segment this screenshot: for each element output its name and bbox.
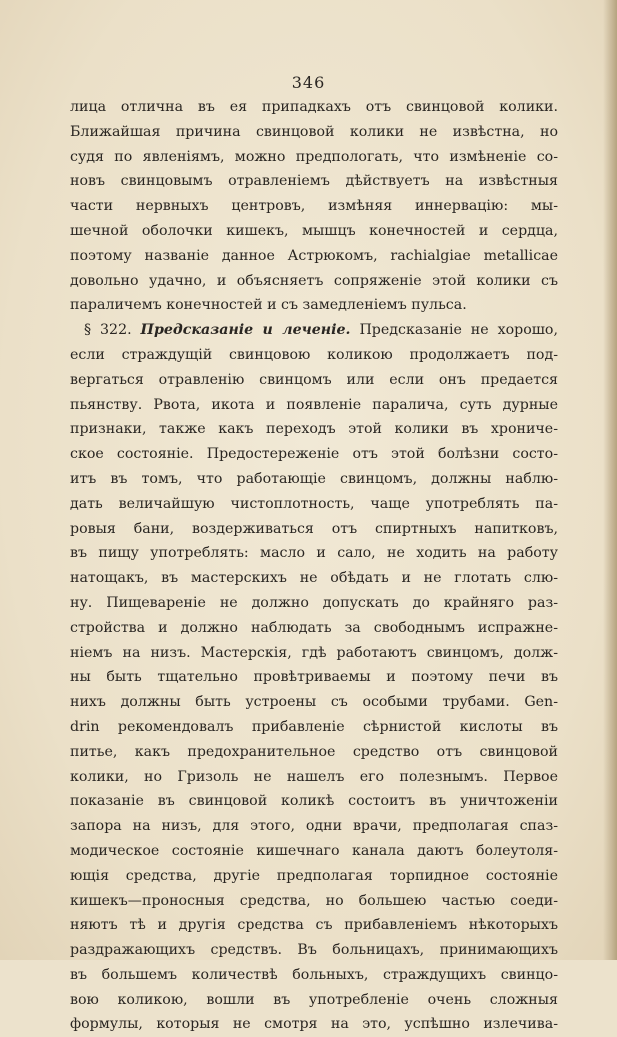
text-line: въ большемъ количествѣ больныхъ, страждущихъ свинцо- <box>70 966 558 983</box>
text-line: модическое состояніе кишечнаго канала даютъ болеутоля- <box>70 842 558 859</box>
body-text <box>70 95 558 1037</box>
text-line: ское состояніе. Предостереженіе отъ этой болѣзни состо- <box>70 446 558 463</box>
text-line: Ближайшая причина свинцовой колики не извѣстна, но <box>70 123 558 140</box>
section-title: Предсказаніе и леченіе. <box>140 322 351 339</box>
text-line: дать величайшую чистоплотность, чаще употреблять па- <box>70 495 558 512</box>
text-line: вою коликою, вошли въ употребленіе очень сложныя <box>70 991 558 1008</box>
text-line: если страждущій свинцовою коликою продолжаетъ под- <box>70 346 558 363</box>
text-line: судя по явленіямъ, можно предпологать, что измѣненіе со- <box>70 148 558 165</box>
text-line: ніемъ на низъ. Мастерскія, гдѣ работаютъ свинцомъ, долж- <box>70 644 558 661</box>
text-line: запора на низъ, для этого, одни врачи, предполагая спаз- <box>70 818 558 835</box>
text-line: поэтому названіе данное Астрюкомъ, rachialgiae metallicae <box>70 247 558 264</box>
section-number: § 322. <box>84 322 132 339</box>
text-line: новъ свинцовымъ отравленіемъ дѣйствуетъ на извѣстныя <box>70 173 558 190</box>
text-line: стройства и должно наблюдать за свободнымъ испражне- <box>70 619 558 636</box>
text-line: натощакъ, въ мастерскихъ не обѣдать и не глотать слю- <box>70 570 558 587</box>
text-line: пьянству. Рвота, икота и появленіе паралича, суть дурные <box>70 396 558 413</box>
section-first-line: Предсказаніе не хорошо, <box>359 322 558 339</box>
text-line: довольно удачно, и объясняетъ сопряженіе этой колики съ <box>70 272 558 289</box>
text-line: раздражающихъ средствъ. Въ больницахъ, принимающихъ <box>70 942 558 959</box>
text-line: ны быть тщательно провѣтриваемы и поэтому печи въ <box>70 669 558 686</box>
text-line: ну. Пищевареніе не должно допускать до крайняго раз- <box>70 594 558 611</box>
text-line: вергаться отравленію свинцомъ или если онъ предается <box>70 371 558 388</box>
text-line: части нервныхъ центровъ, измѣняя иннервацію: мы- <box>70 198 558 215</box>
text-line: итъ въ томъ, что работающіе свинцомъ, должны наблю- <box>70 470 558 487</box>
text-line: показаніе въ свинцовой коликѣ состоитъ въ уничтоженіи <box>70 793 558 810</box>
text-line: drin рекомендовалъ прибавленіе сѣрнистой кислоты въ <box>70 718 558 735</box>
page-number: 346 <box>291 73 326 92</box>
text-line: кишекъ—проносныя средства, но большею частью соеди- <box>70 892 558 909</box>
text-line: ющія средства, другіе предполагая торпидное состояніе <box>70 867 558 884</box>
text-line: параличемъ конечностей и съ замедленіемъ пульса. <box>70 297 467 314</box>
text-line: шечной оболочки кишекъ, мышцъ конечностей и сердца, <box>70 222 558 239</box>
section-heading-line <box>70 318 558 343</box>
text-line: въ пищу употреблять: масло и сало, не ходить на работу <box>70 545 558 562</box>
text-line: ровыя бани, воздерживаться отъ спиртныхъ напитковъ, <box>70 520 558 537</box>
text-line: колики, но Гризоль не нашелъ его полезнымъ. Первое <box>70 768 558 785</box>
text-line: формулы, которыя не смотря на это, успѣшно излечива- <box>70 1016 558 1033</box>
text-line: признаки, также какъ переходъ этой колики въ хрониче- <box>70 421 558 438</box>
text-line: питье, какъ предохранительное средство отъ свинцовой <box>70 743 558 760</box>
text-line: няютъ тѣ и другія средства съ прибавленіемъ нѣкоторыхъ <box>70 917 558 934</box>
text-line: нихъ должны быть устроены съ особыми трубами. Gen- <box>70 694 558 711</box>
page-edge-shadow <box>603 0 617 960</box>
text-line: лица отлична въ ея припадкахъ отъ свинцовой колики. <box>70 99 558 115</box>
